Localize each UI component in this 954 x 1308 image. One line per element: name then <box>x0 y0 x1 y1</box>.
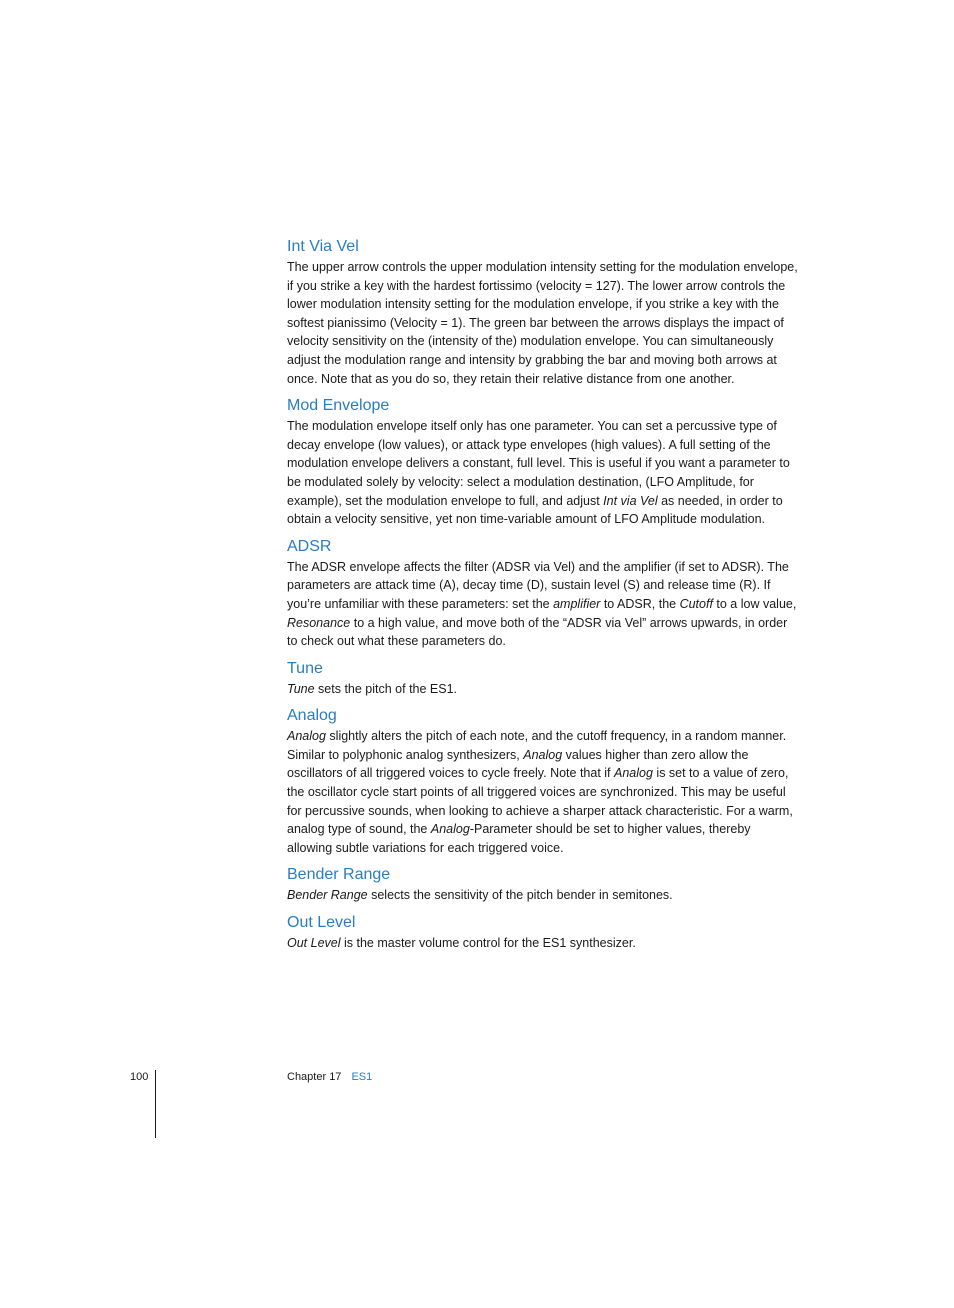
section-mod-envelope <box>287 395 799 529</box>
section-heading: Int Via Vel <box>287 238 359 255</box>
section-body: Out Level is the master volume control for the ES1 synthesizer. <box>287 936 636 951</box>
footer-chapter <box>287 1070 372 1084</box>
section-heading: Tune <box>287 659 323 677</box>
section-heading: ADSR <box>287 537 332 555</box>
section-out-level <box>287 912 799 953</box>
section-int-via-vel <box>287 236 799 388</box>
section-analog <box>287 705 799 857</box>
section-body: Bender Range selects the sensitivity of the pitch bender in semitones. <box>287 888 673 903</box>
chapter-name: ES1 <box>351 1071 373 1083</box>
section-body: The ADSR envelope affects the filter (ADSR via Vel) and the amplifier (if set to ADSR). The parameters are attack time (A), decay time (D), sustain level (S) and release time (R). If you’re unfamiliar with these parameters: set the amplifier to ADSR, the Cutoff to a low value, Resonance to a high value, and move both of the “ADSR via Vel” arrows upwards, in order to check out what these parameters do. <box>287 559 797 649</box>
section-heading: Out Level <box>287 914 356 932</box>
section-body: The modulation envelope itself only has one parameter. You can set a percussive type of decay envelope (low values), or attack type envelopes (high values). A full setting of the modulation envelope delivers a constant, full level. This is useful if you want a parameter to be modulated solely by velocity: select a modulation destination, (LFO Amplitude, for example), set the modulation envelope to full, and adjust Int via Vel as needed, in order to obtain a velocity sensitive, yet non time-variable amount of LFO Amplitude modulation. <box>287 419 790 527</box>
section-heading: Mod Envelope <box>287 397 390 415</box>
page-content <box>287 236 799 960</box>
section-heading: Analog <box>287 707 337 725</box>
section-tune <box>287 658 799 699</box>
section-bender-range <box>287 864 799 905</box>
section-heading: Bender Range <box>287 866 391 884</box>
section-body: Tune sets the pitch of the ES1. <box>287 681 458 696</box>
chapter-label: Chapter 17 <box>287 1071 342 1083</box>
footer-divider <box>155 1070 156 1138</box>
page-number: 100 <box>130 1071 149 1083</box>
section-adsr <box>287 536 799 651</box>
section-body: The upper arrow controls the upper modulation intensity setting for the modulation envelope, if you strike a key with the hardest fortissimo (velocity = 127). The lower arrow controls the lower modulation intensity setting for the modulation envelope, if you strike a key with the softest pianissimo (Velocity = 1). The green bar between the arrows displays the impact of velocity sensitivity on the (intensity of the) modulation envelope. You can simultaneously adjust the modulation range and intensity by grabbing the bar and moving both arrows at once. Note that as you do so, they retain their relative distance from one another. <box>287 260 798 386</box>
section-body: Analog slightly alters the pitch of each note, and the cutoff frequency, in a random manner. Similar to polyphonic analog synthesizers, Analog values higher than zero allow the oscillators of all triggered voices to cycle freely. Note that if Analog is set to a value of zero, the oscillator cycle start points of all triggered voices are synchronized. This may be useful for percussive sounds, when looking to achieve a sharper attack characteristic. For a warm, analog type of sound, the Analog-Parameter should be set to higher values, thereby allowing subtle variations for each triggered voice. <box>287 729 793 855</box>
